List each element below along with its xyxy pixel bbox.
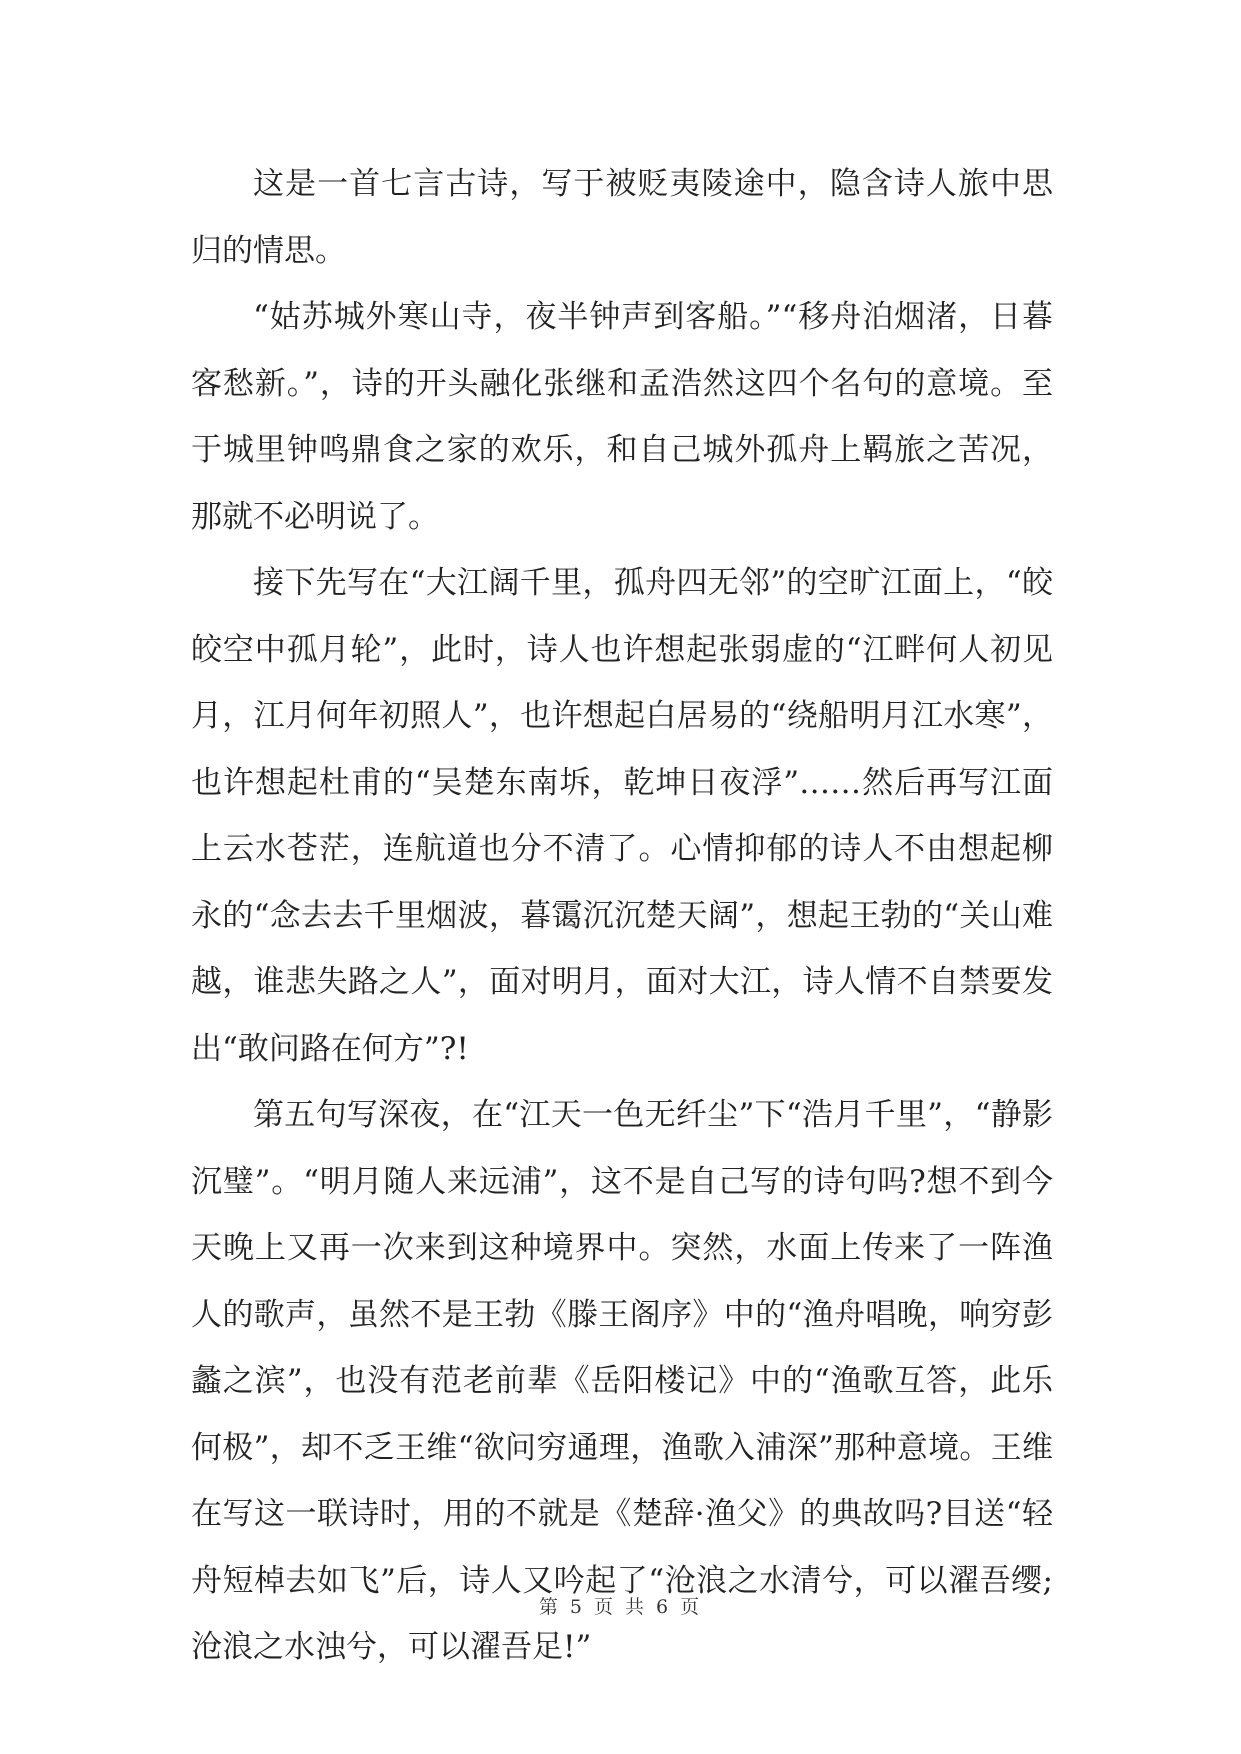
paragraph-4: 第五句写深夜，在“江天一色无纤尘”下“浩月千里”，“静影沉璧”。“明月随人来远浦”，这不是自己写的诗句吗?想不到今天晚上又再一次来到这种境界中。突然，水面上传来了一阵渔人的歌声，虽然不是王勃《滕王阁序》中的“渔舟唱晚，响穷彭蠡之滨”，也没有范老前辈《岳阳楼记》中的“渔歌互答，此乐何极”，却不乏王维“欲问穷通理，渔歌入浦深”那种意境。王维在写这一联诗时，用的不就是《楚辞·渔父》的典故吗?目送“轻舟短棹去如飞”后，诗人又吟起了“沧浪之水清兮，可以濯吾缨;沧浪之水浊兮，可以濯吾足!” [191,1097,1053,1665]
page-number-footer: 第 5 页 共 6 页 [538,1596,703,1618]
document-body [191,151,1053,1681]
paragraph-3: 接下先写在“大江阔千里，孤舟四无邻”的空旷江面上，“皎皎空中孤月轮”，此时，诗人也许想起张弱虚的“江畔何人初见月，江月何年初照人”，也许想起白居易的“绕船明月江水寒”，也许想起杜甫的“吴楚东南坼，乾坤日夜浮”……然后再写江面上云水苍茫，连航道也分不清了。心情抑郁的诗人不由想起柳永的“念去去千里烟波，暮霭沉沉楚天阔”，想起王勃的“关山难越，谁悲失路之人”，面对明月，面对大江，诗人情不自禁要发出“敢问路在何方”?! [191,565,1053,1067]
paragraph-2: “姑苏城外寒山寺，夜半钟声到客船。”“移舟泊烟渚，日暮客愁新。”，诗的开头融化张继和孟浩然这四个名句的意境。至于城里钟鸣鼎食之家的欢乐，和自己城外孤舟上羁旅之苦况，那就不必明说了。 [191,299,1053,535]
paragraph-1: 这是一首七言古诗，写于被贬夷陵途中，隐含诗人旅中思归的情思。 [191,166,1053,269]
